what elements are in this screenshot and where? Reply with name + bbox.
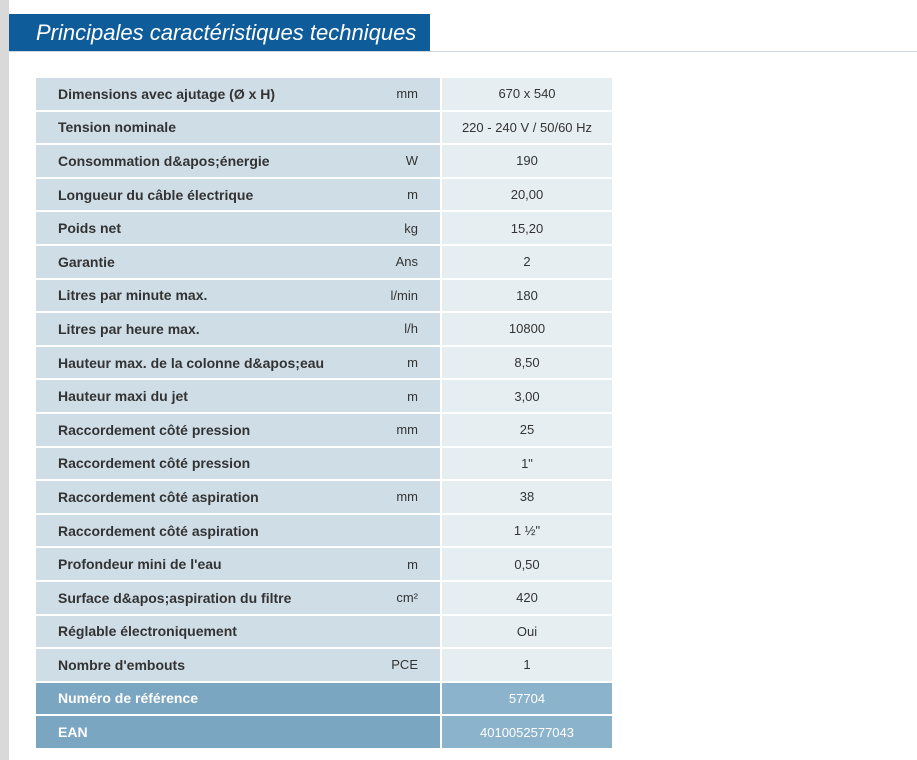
spec-value: 1" — [442, 448, 612, 482]
spec-label: Poids net — [36, 212, 386, 246]
spec-label: Raccordement côté pression — [36, 448, 386, 482]
table-row — [36, 582, 612, 616]
spec-unit: l/min — [386, 280, 442, 314]
spec-label: Dimensions avec ajutage (Ø x H) — [36, 78, 386, 112]
ean-row — [36, 716, 612, 750]
table-row — [36, 515, 612, 549]
spec-unit — [386, 616, 442, 650]
spec-unit: m — [386, 548, 442, 582]
spec-label: Raccordement côté aspiration — [36, 481, 386, 515]
table-row — [36, 347, 612, 381]
spec-value: 20,00 — [442, 179, 612, 213]
section-header — [9, 14, 917, 52]
table-row — [36, 548, 612, 582]
reference-value: 57704 — [442, 683, 612, 717]
spec-unit: m — [386, 380, 442, 414]
spec-unit: mm — [386, 481, 442, 515]
table-row — [36, 212, 612, 246]
spec-unit: l/h — [386, 313, 442, 347]
spec-value: 3,00 — [442, 380, 612, 414]
table-row — [36, 112, 612, 146]
spec-value: 1 — [442, 649, 612, 683]
spec-value: 8,50 — [442, 347, 612, 381]
spec-value: 420 — [442, 582, 612, 616]
spec-value: 15,20 — [442, 212, 612, 246]
table-row — [36, 280, 612, 314]
spec-label: Hauteur max. de la colonne d&apos;eau — [36, 347, 386, 381]
reference-label: Numéro de référence — [36, 683, 386, 717]
spec-unit: cm² — [386, 582, 442, 616]
table-row — [36, 179, 612, 213]
spec-value: 1 ½" — [442, 515, 612, 549]
table-row — [36, 78, 612, 112]
table-row — [36, 414, 612, 448]
spec-value: 220 - 240 V / 50/60 Hz — [442, 112, 612, 146]
spec-unit: m — [386, 179, 442, 213]
spec-label: Profondeur mini de l'eau — [36, 548, 386, 582]
spec-label: Garantie — [36, 246, 386, 280]
spec-value: 180 — [442, 280, 612, 314]
spec-label: Hauteur maxi du jet — [36, 380, 386, 414]
reference-row — [36, 683, 612, 717]
ean-unit — [386, 716, 442, 750]
spec-label: Nombre d'embouts — [36, 649, 386, 683]
spec-label: Tension nominale — [36, 112, 386, 146]
table-row — [36, 616, 612, 650]
spec-unit: W — [386, 145, 442, 179]
spec-unit: mm — [386, 414, 442, 448]
spec-label: Longueur du câble électrique — [36, 179, 386, 213]
spec-value: 38 — [442, 481, 612, 515]
spec-value: 0,50 — [442, 548, 612, 582]
spec-unit: m — [386, 347, 442, 381]
table-row — [36, 313, 612, 347]
spec-value: 10800 — [442, 313, 612, 347]
spec-label: Litres par minute max. — [36, 280, 386, 314]
spec-label: Surface d&apos;aspiration du filtre — [36, 582, 386, 616]
reference-unit — [386, 683, 442, 717]
spec-unit — [386, 515, 442, 549]
spec-unit: kg — [386, 212, 442, 246]
table-row — [36, 246, 612, 280]
spec-unit — [386, 112, 442, 146]
ean-value: 4010052577043 — [442, 716, 612, 750]
table-row — [36, 448, 612, 482]
spec-value: 25 — [442, 414, 612, 448]
ean-label: EAN — [36, 716, 386, 750]
spec-unit: Ans — [386, 246, 442, 280]
spec-value: 670 x 540 — [442, 78, 612, 112]
spec-value: 2 — [442, 246, 612, 280]
spec-unit — [386, 448, 442, 482]
table-row — [36, 145, 612, 179]
specifications-table — [36, 78, 612, 750]
spec-unit: mm — [386, 78, 442, 112]
spec-label: Réglable électroniquement — [36, 616, 386, 650]
spec-label: Raccordement côté aspiration — [36, 515, 386, 549]
spec-label: Litres par heure max. — [36, 313, 386, 347]
table-row — [36, 649, 612, 683]
table-row — [36, 380, 612, 414]
spec-label: Raccordement côté pression — [36, 414, 386, 448]
spec-value: Oui — [442, 616, 612, 650]
spec-value: 190 — [442, 145, 612, 179]
section-title: Principales caractéristiques techniques — [9, 14, 430, 51]
spec-unit: PCE — [386, 649, 442, 683]
left-border-bar — [0, 0, 9, 760]
spec-label: Consommation d&apos;énergie — [36, 145, 386, 179]
table-row — [36, 481, 612, 515]
